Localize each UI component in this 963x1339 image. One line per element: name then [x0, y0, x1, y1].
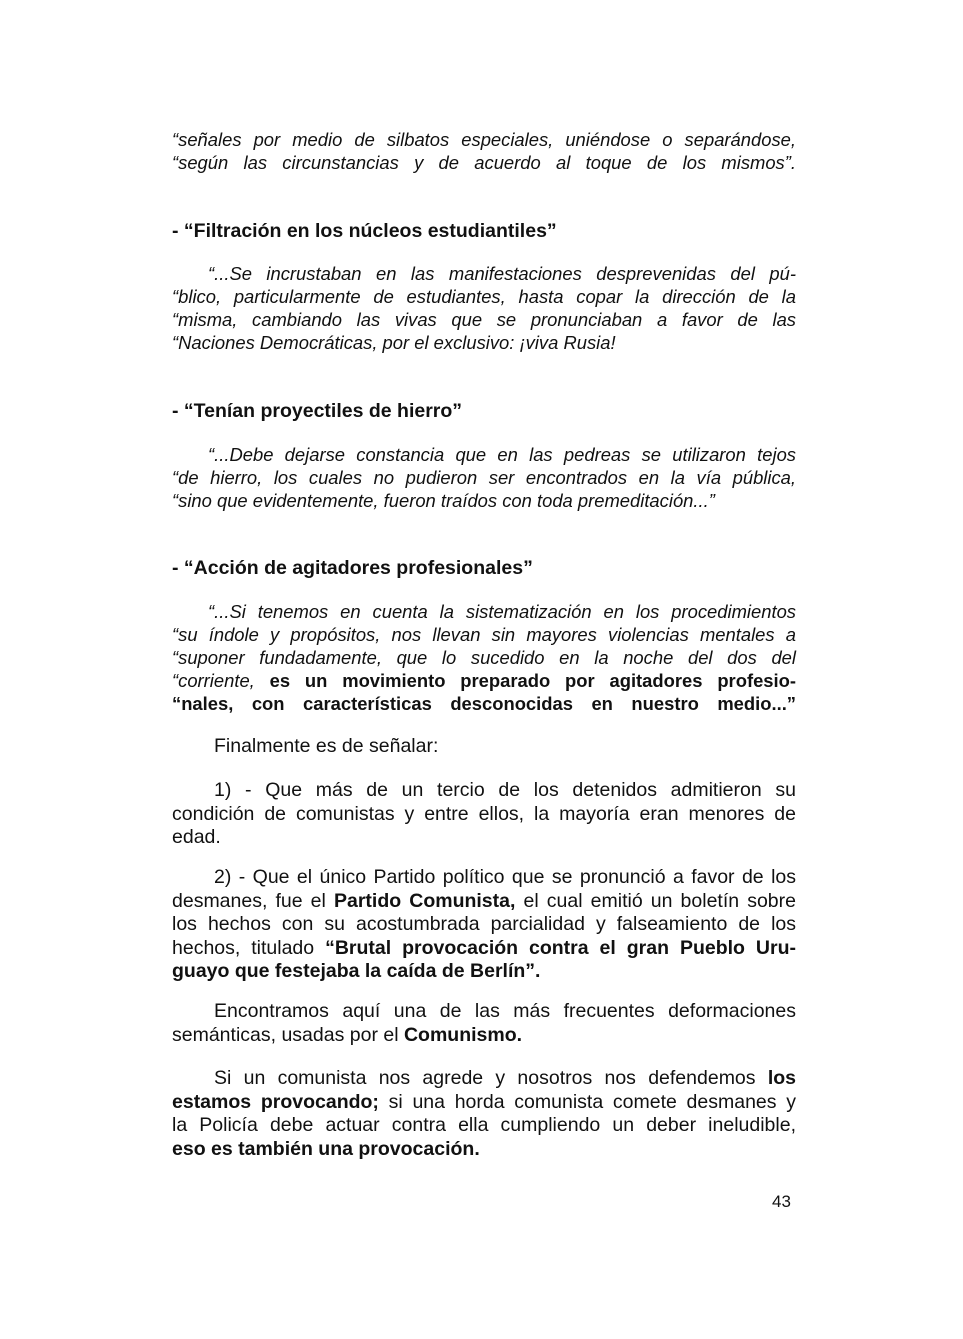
text-line: [172, 1067, 796, 1091]
emphasis-text: Comunismo.: [403, 1023, 523, 1046]
text-line: edad.: [172, 826, 221, 849]
quote-line: “de hierro, los cuales no pudieron ser encontrados en la vía pública,: [172, 467, 796, 488]
quote-line: “Naciones Democráticas, por el exclusivo: ¡viva Rusia!: [172, 332, 616, 353]
text-line: [172, 890, 796, 914]
text-fragment: hechos, titulado: [172, 936, 326, 959]
emphasis-text: “Brutal provocación contra el gran Pueblo Uru-: [325, 936, 796, 959]
paragraph: [172, 1000, 796, 1047]
text-line: los hechos con su acostumbrada parcialidad y falseamiento de los: [172, 913, 796, 936]
quote-line: “suponer fundadamente, que lo sucedido en la noche del dos del: [172, 647, 796, 668]
text-fragment: Si un comunista nos agrede y nosotros nos defendemos: [214, 1067, 768, 1089]
text-fragment: si una horda comunista comete desmanes y: [378, 1090, 796, 1113]
paragraph: Finalmente es de señalar:: [214, 735, 439, 757]
quote-block: [172, 600, 796, 715]
text-line: [172, 1091, 796, 1115]
text-line: 2) - Que el único Partido político que se pronunció a favor de los: [214, 866, 796, 888]
text-fragment: desmanes, fue el: [172, 889, 334, 912]
emphasis-text: estamos provocando;: [172, 1090, 379, 1113]
text-line: [172, 1138, 796, 1162]
emphasis-text: “nales, con características desconocidas en nuestro medio...”: [172, 693, 796, 714]
quote-line: “blico, particularmente de estudiantes, hasta copar la dirección de la: [172, 286, 796, 307]
quote-block: [172, 443, 796, 512]
quote-line: “señales por medio de silbatos especiales, uniéndose o separándose,: [172, 129, 796, 150]
section-heading: - “Tenían proyectiles de hierro”: [172, 400, 463, 422]
quote-line: [172, 669, 796, 692]
section-heading: - “Acción de agitadores profesionales”: [172, 557, 533, 579]
text-line: Encontramos aquí una de las más frecuentes deformaciones: [214, 1000, 796, 1022]
text-fragment: semánticas, usadas por el: [172, 1023, 404, 1046]
text-line: 1) - Que más de un tercio de los detenidos admitieron su: [214, 779, 796, 801]
text-line: condición de comunistas y entre ellos, la mayoría eran menores de: [172, 802, 796, 825]
emphasis-text: eso es también una provocación.: [172, 1137, 480, 1160]
paragraph: [172, 779, 796, 850]
text-line: [172, 1024, 796, 1048]
text-fragment: el cual emitió un boletín sobre: [515, 889, 796, 912]
quote-block: [172, 128, 796, 174]
quote-line: “...Debe dejarse constancia que en las pedreas se utilizaron tejos: [208, 444, 796, 465]
quote-line: [172, 692, 796, 715]
emphasis-text: es un movimiento preparado por agitadores profesio-: [254, 670, 796, 691]
quote-line: “según las circunstancias y de acuerdo al toque de los mismos”.: [172, 152, 796, 173]
text-line: la Policía debe actuar contra ella cumpliendo un deber ineludible,: [172, 1114, 796, 1137]
emphasis-text: los: [767, 1067, 796, 1089]
quote-line: “...Se incrustaban en las manifestaciones desprevenidas del pú-: [208, 263, 796, 284]
quote-line: “misma, cambiando las vivas que se pronunciaban a favor de las: [172, 309, 796, 330]
quote-block: [172, 262, 796, 354]
quote-fragment: “corriente,: [172, 670, 255, 691]
quote-line: “su índole y propósitos, nos llevan sin mayores violencias mentales a: [172, 624, 796, 645]
section-heading: - “Filtración en los núcleos estudiantiles”: [172, 220, 557, 242]
text-line: [172, 937, 796, 961]
emphasis-text: Partido Comunista,: [333, 889, 516, 912]
paragraph: [172, 866, 796, 984]
page-number: 43: [772, 1192, 791, 1211]
emphasis-text: guayo que festejaba la caída de Berlín”.: [172, 960, 541, 983]
paragraph: [172, 1067, 796, 1161]
quote-line: “sino que evidentemente, fueron traídos con toda premeditación...”: [172, 490, 715, 511]
quote-line: “...Si tenemos en cuenta la sistematización en los procedimientos: [208, 601, 796, 622]
text-line: [172, 960, 796, 984]
